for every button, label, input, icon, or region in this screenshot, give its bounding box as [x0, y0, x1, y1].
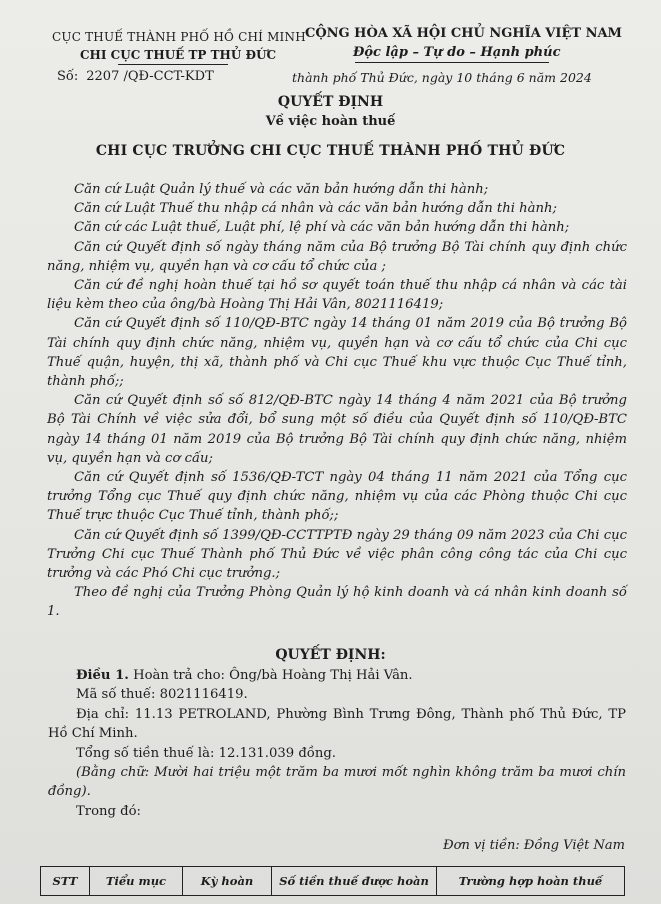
preamble-item: Căn cứ Quyết định số 110/QĐ-BTC ngày 14 tháng 01 năm 2019 của Bộ trưởng Bộ Tài chính quy định chức năng, nhiệm vụ, quyền hạn và cơ cấu tổ chức của Chi cục Thuế quận, huyện, thị xã, thành phố và Chi cục Thuế khu vực thuộc Cục Thuế tỉnh, thành phố;; [47, 316, 627, 390]
col-tieu-muc: Tiểu mục [90, 867, 183, 896]
table-header-row [41, 867, 625, 896]
in-words-label: (Bằng chữ: [76, 765, 150, 781]
refund-table [40, 866, 625, 896]
doc-no-suffix: /QĐ-CCT-KDT [123, 69, 214, 84]
motto-underline [355, 62, 549, 63]
refund-recipient [48, 666, 626, 685]
refund-to: Hoàn trả cho: Ông/bà Hoàng Thị Hải Vân. [133, 668, 413, 683]
preamble-item: Căn cứ các Luật thuế, Luật phí, lệ phí và các văn bản hướng dẫn thi hành; [74, 220, 570, 236]
preamble-item: Căn cứ Quyết định số 1399/QĐ-CCTTPTĐ ngày 29 tháng 09 năm 2023 của Chi cục Trưởng Chi cục Thuế Thành phố Thủ Đức về việc phân công công tác của Chi cục trưởng và các Phó Chi cục trưởng.; [47, 527, 627, 582]
preamble-item: Căn cứ Luật Thuế thu nhập cá nhân và các văn bản hướng dẫn thi hành; [74, 201, 557, 217]
col-ky-hoan: Kỳ hoàn [183, 867, 272, 896]
decision-subject: Về việc hoàn thuế [265, 114, 396, 129]
agency-underline [118, 64, 228, 65]
agency-name: CHI CỤC THUẾ TP THỦ ĐỨC [80, 48, 277, 62]
article-label: Điều 1. [76, 668, 129, 683]
document-number [57, 69, 214, 84]
preamble [47, 180, 627, 622]
tax-code: Mã số thuế: 8021116419. [76, 687, 248, 703]
decision-heading: QUYẾT ĐỊNH: [275, 647, 386, 663]
amount-in-words [48, 763, 626, 802]
preamble-item: Căn cứ Quyết định số số 812/QĐ-BTC ngày 14 tháng 4 năm 2021 của Bộ trưởng Bộ Tài Chính về việc sửa đổi, bổ sung một số điều của Quyết định số 110/QĐ-BTC ngày 14 tháng 01 năm 2019 của Bộ trưởng Bộ Tài chính quy định chức năng, nhiệm vụ, quyền hạn và cơ cấu; [47, 393, 627, 466]
total-amount: Tổng số tiền thuế là: 12.131.039 đồng. [76, 745, 336, 761]
col-stt: STT [41, 867, 90, 896]
issuer-title: CHI CỤC TRƯỞNG CHI CỤC THUẾ THÀNH PHỐ THỦ ĐỨC [95, 143, 566, 159]
of-which: Trong đó: [76, 803, 141, 819]
doc-no-label: Số: [57, 69, 79, 84]
agency-parent: CỤC THUẾ THÀNH PHỐ HỒ CHÍ MINH [52, 30, 306, 44]
in-words-text: Mười hai triệu một trăm ba mươi mốt nghìn không trăm ba mươi chín đồng). [48, 765, 626, 800]
preamble-item: Căn cứ Luật Quản lý thuế và các văn bản hướng dẫn thi hành; [74, 182, 489, 197]
preamble-item: Căn cứ Quyết định số 1536/QĐ-TCT ngày 04 tháng 11 năm 2021 của Tổng cục trưởng Tổng cục Thuế quy định chức năng, nhiệm vụ của các Phòng thuộc Chi cục Thuế trực thuộc Cục Thuế tỉnh, thành phố;; [47, 470, 627, 524]
preamble-item: Căn cứ Quyết định số ngày tháng năm của Bộ trưởng Bộ Tài chính quy định chức năng, nhiệm vụ, quyền hạn và cơ cấu tổ chức của ; [47, 239, 627, 274]
preamble-item: Căn cứ đề nghị hoàn thuế tại hồ sơ quyết toán thuế thu nhập cá nhân và các tài liệu kèm theo của ông/bà Hoàng Thị Hải Vân, 8021116419; [47, 278, 627, 313]
place-date: thành phố Thủ Đức, ngày 10 tháng 6 năm 2024 [292, 70, 592, 85]
address: Địa chỉ: 11.13 PETROLAND, Phường Bình Trưng Đông, Thành phố Thủ Đức, TP Hồ Chí Minh. [48, 706, 626, 742]
article-1 [48, 666, 626, 821]
decision-title: QUYẾT ĐỊNH [277, 94, 384, 110]
motto: Độc lập – Tự do – Hạnh phúc [353, 45, 561, 60]
doc-no-value: 2207 [86, 69, 120, 84]
col-truong-hop: Trường hợp hoàn thuế [437, 867, 625, 896]
col-so-tien: Số tiền thuế được hoàn [272, 867, 437, 896]
nation-title: CỘNG HÒA XÃ HỘI CHỦ NGHĨA VIỆT NAM [305, 26, 622, 41]
preamble-item: Theo đề nghị của Trưởng Phòng Quản lý hộ kinh doanh và cá nhân kinh doanh số 1. [47, 585, 627, 620]
currency-unit: Đơn vị tiền: Đồng Việt Nam [443, 838, 625, 853]
